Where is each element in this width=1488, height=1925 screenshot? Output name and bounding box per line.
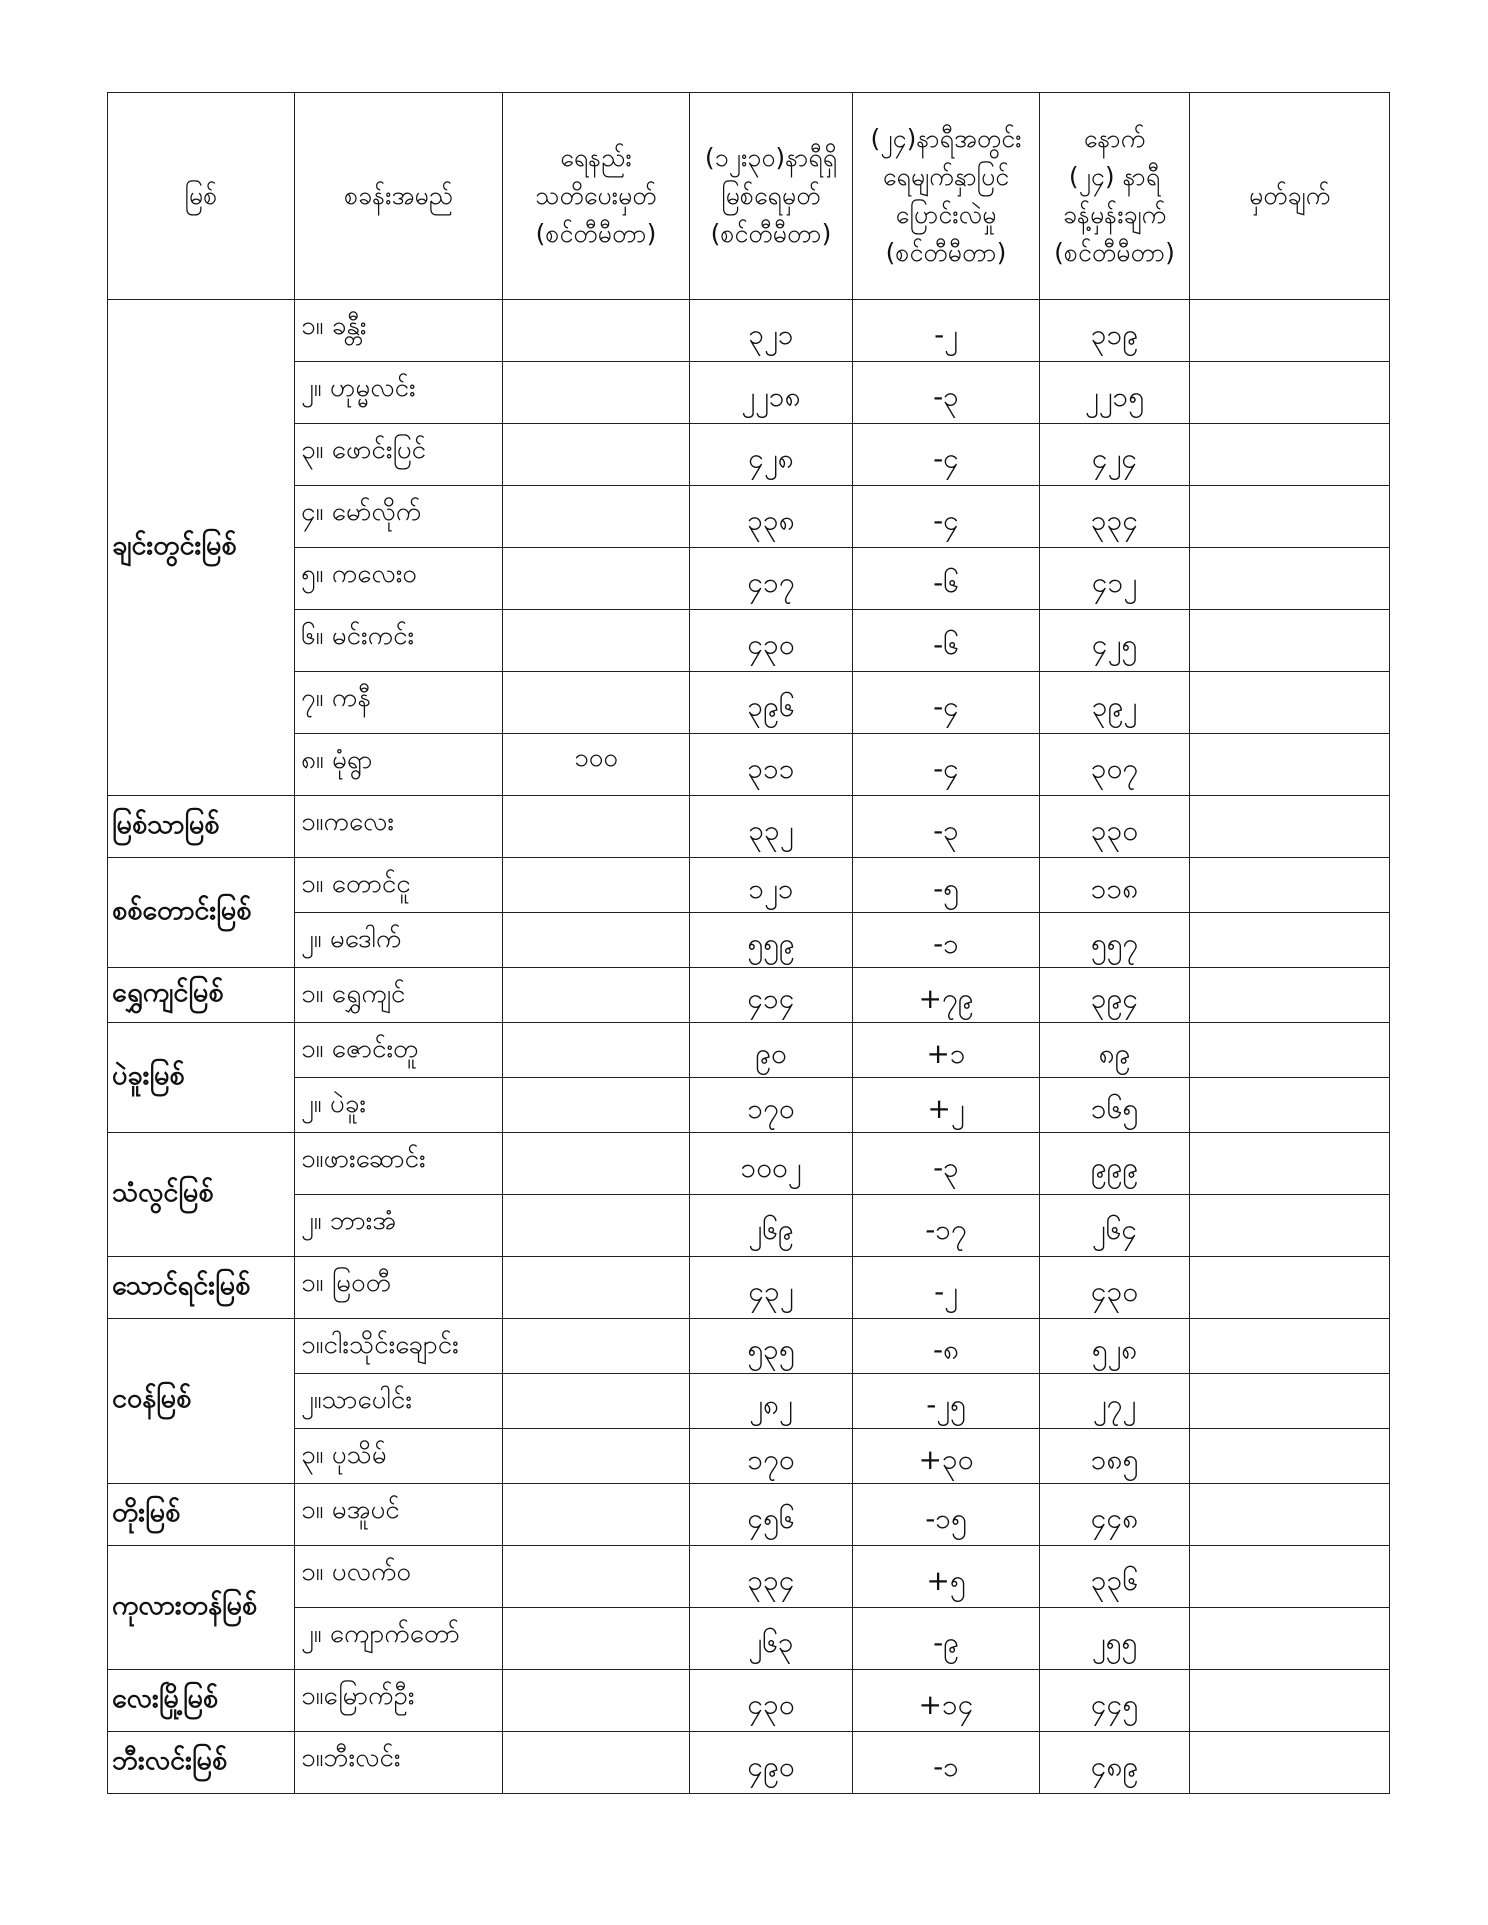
remark [1190, 796, 1390, 858]
water-level: ၄၂၈ [690, 424, 853, 486]
level-change: -၁ [853, 913, 1040, 968]
table-row [108, 913, 1390, 968]
water-level: ၁၀၀၂ [690, 1133, 853, 1195]
table-row [108, 858, 1390, 913]
forecast-level: ၄၂၄ [1040, 424, 1190, 486]
station-name: ၇။ ကနီ [295, 672, 503, 734]
level-change: -၁ [853, 1732, 1040, 1794]
river-level-table [107, 92, 1390, 1794]
table-row [108, 362, 1390, 424]
level-change: -၈ [853, 1319, 1040, 1374]
danger-level [503, 796, 690, 858]
forecast-level: ၄၈၉ [1040, 1732, 1190, 1794]
station-name: ၂။ မဒေါက် [295, 913, 503, 968]
water-level: ၄၁၇ [690, 548, 853, 610]
table-row [108, 1195, 1390, 1257]
forecast-level: ၃၀၇ [1040, 734, 1190, 796]
level-change: -၆ [853, 610, 1040, 672]
table-row [108, 1670, 1390, 1732]
level-change: +၇၉ [853, 968, 1040, 1023]
water-level: ၂၈၂ [690, 1374, 853, 1429]
level-change: -၄ [853, 734, 1040, 796]
forecast-level: ၈၉ [1040, 1023, 1190, 1078]
danger-level [503, 424, 690, 486]
danger-level [503, 548, 690, 610]
river-name: မြစ်သာမြစ် [108, 796, 295, 858]
water-level: ၁၇၀ [690, 1078, 853, 1133]
level-change: -၁၅ [853, 1484, 1040, 1546]
forecast-level: ၅၅၇ [1040, 913, 1190, 968]
level-change: -၃ [853, 796, 1040, 858]
danger-level [503, 300, 690, 362]
danger-level [503, 362, 690, 424]
station-name: ၅။ ကလေးဝ [295, 548, 503, 610]
level-change: -၃ [853, 1133, 1040, 1195]
danger-level [503, 1429, 690, 1484]
forecast-level: ၁၁၈ [1040, 858, 1190, 913]
station-name: ၁။ မအူပင် [295, 1484, 503, 1546]
danger-level [503, 1732, 690, 1794]
forecast-level: ၃၃၀ [1040, 796, 1190, 858]
station-name: ၁။ ခန္တီး [295, 300, 503, 362]
table-row [108, 1078, 1390, 1133]
forecast-level: ၄၄၈ [1040, 1484, 1190, 1546]
danger-level [503, 1374, 690, 1429]
table-row [108, 1319, 1390, 1374]
remark [1190, 1078, 1390, 1133]
table-row [108, 734, 1390, 796]
forecast-level: ၂၆၄ [1040, 1195, 1190, 1257]
remark [1190, 1546, 1390, 1608]
remark [1190, 1319, 1390, 1374]
remark [1190, 1133, 1390, 1195]
level-change: +၅ [853, 1546, 1040, 1608]
level-change: -၉ [853, 1608, 1040, 1670]
table-row [108, 968, 1390, 1023]
station-name: ၈။ မုံရွာ [295, 734, 503, 796]
water-level: ၂၆၃ [690, 1608, 853, 1670]
remark [1190, 968, 1390, 1023]
river-name: တိုးမြစ် [108, 1484, 295, 1546]
table-row [108, 672, 1390, 734]
river-name: လေးမြို့မြစ် [108, 1670, 295, 1732]
water-level: ၅၃၅ [690, 1319, 853, 1374]
water-level: ၃၃၈ [690, 486, 853, 548]
station-name: ၃။ ပုသိမ် [295, 1429, 503, 1484]
danger-level [503, 913, 690, 968]
forecast-level: ၁၈၅ [1040, 1429, 1190, 1484]
forecast-level: ၃၉၄ [1040, 968, 1190, 1023]
remark [1190, 1732, 1390, 1794]
remark [1190, 362, 1390, 424]
header-water-level: (၁၂း၃၀)နာရီရှိ မြစ်ရေမှတ် (စင်တီမီတာ) [690, 93, 853, 300]
river-name: ရွှေကျင်မြစ် [108, 968, 295, 1023]
level-change: -၄ [853, 672, 1040, 734]
station-name: ၁။မြောက်ဦး [295, 1670, 503, 1732]
level-change: -၅ [853, 858, 1040, 913]
forecast-level: ၄၂၅ [1040, 610, 1190, 672]
table-row [108, 610, 1390, 672]
forecast-level: ၃၃၄ [1040, 486, 1190, 548]
water-level: ၃၃၄ [690, 1546, 853, 1608]
forecast-level: ၃၉၂ [1040, 672, 1190, 734]
table-row [108, 796, 1390, 858]
forecast-level: ၁၆၅ [1040, 1078, 1190, 1133]
water-level: ၃၂၁ [690, 300, 853, 362]
station-name: ၂။ ဟုမ္မလင်း [295, 362, 503, 424]
station-name: ၁။ဘီးလင်း [295, 1732, 503, 1794]
header-station: စခန်းအမည် [295, 93, 503, 300]
forecast-level: ၄၄၅ [1040, 1670, 1190, 1732]
table-row [108, 1374, 1390, 1429]
remark [1190, 1195, 1390, 1257]
river-name: ကုလားတန်မြစ် [108, 1546, 295, 1670]
header-danger-level: ရေနည်း သတိပေးမှတ် (စင်တီမီတာ) [503, 93, 690, 300]
danger-level [503, 486, 690, 548]
river-name: သံလွင်မြစ် [108, 1133, 295, 1257]
forecast-level: ၂၅၅ [1040, 1608, 1190, 1670]
station-name: ၃။ ဖောင်းပြင် [295, 424, 503, 486]
water-level: ၃၉၆ [690, 672, 853, 734]
station-name: ၁။ကလေး [295, 796, 503, 858]
forecast-level: ၂၇၂ [1040, 1374, 1190, 1429]
table-row [108, 1484, 1390, 1546]
level-change: +၁ [853, 1023, 1040, 1078]
remark [1190, 486, 1390, 548]
danger-level [503, 858, 690, 913]
table-row [108, 300, 1390, 362]
water-level: ၁၂၁ [690, 858, 853, 913]
water-level: ၁၇၀ [690, 1429, 853, 1484]
station-name: ၁။ငါးသိုင်းချောင်း [295, 1319, 503, 1374]
water-level: ၃၃၂ [690, 796, 853, 858]
river-name: ပဲခူးမြစ် [108, 1023, 295, 1133]
remark [1190, 1257, 1390, 1319]
danger-level [503, 1608, 690, 1670]
station-name: ၄။ မော်လိုက် [295, 486, 503, 548]
danger-level [503, 1670, 690, 1732]
river-name: သောင်ရင်းမြစ် [108, 1257, 295, 1319]
remark [1190, 548, 1390, 610]
station-name: ၂။ ကျောက်တော် [295, 1608, 503, 1670]
table-row [108, 1257, 1390, 1319]
table-row [108, 1133, 1390, 1195]
header-row [108, 93, 1390, 300]
river-name: စစ်တောင်းမြစ် [108, 858, 295, 968]
danger-level [503, 968, 690, 1023]
remark [1190, 672, 1390, 734]
level-change: -၄ [853, 424, 1040, 486]
header-change: (၂၄)နာရီအတွင်း ရေမျက်နှာပြင် ပြောင်းလဲမှု (စင်တီမီတာ) [853, 93, 1040, 300]
station-name: ၁။ဖားဆောင်း [295, 1133, 503, 1195]
remark [1190, 913, 1390, 968]
table-row [108, 1023, 1390, 1078]
water-level: ၄၅၆ [690, 1484, 853, 1546]
table-row [108, 1608, 1390, 1670]
remark [1190, 1484, 1390, 1546]
water-level: ၂၂၁၈ [690, 362, 853, 424]
station-name: ၆။ မင်းကင်း [295, 610, 503, 672]
station-name: ၁။ ပလက်ဝ [295, 1546, 503, 1608]
danger-level [503, 610, 690, 672]
level-change: -၂ [853, 1257, 1040, 1319]
forecast-level: ၃၁၉ [1040, 300, 1190, 362]
forecast-level: ၄၁၂ [1040, 548, 1190, 610]
remark [1190, 300, 1390, 362]
water-level: ၄၃၀ [690, 1670, 853, 1732]
danger-level: ၁၀၀ [503, 734, 690, 796]
danger-level [503, 1195, 690, 1257]
danger-level [503, 1023, 690, 1078]
remark [1190, 424, 1390, 486]
station-name: ၂။သာပေါင်း [295, 1374, 503, 1429]
table-row [108, 424, 1390, 486]
station-name: ၂။ ဘားအံ [295, 1195, 503, 1257]
table-row [108, 486, 1390, 548]
table-row [108, 1429, 1390, 1484]
remark [1190, 1023, 1390, 1078]
water-level: ၉၀ [690, 1023, 853, 1078]
table-row [108, 548, 1390, 610]
danger-level [503, 1319, 690, 1374]
header-river: မြစ် [108, 93, 295, 300]
forecast-level: ၂၂၁၅ [1040, 362, 1190, 424]
danger-level [503, 1546, 690, 1608]
remark [1190, 1374, 1390, 1429]
table-row [108, 1732, 1390, 1794]
remark [1190, 610, 1390, 672]
water-level: ၂၆၉ [690, 1195, 853, 1257]
danger-level [503, 1078, 690, 1133]
water-level: ၄၃၂ [690, 1257, 853, 1319]
remark [1190, 734, 1390, 796]
river-name: ဘီးလင်းမြစ် [108, 1732, 295, 1794]
forecast-level: ၅၂၈ [1040, 1319, 1190, 1374]
river-name: ချင်းတွင်းမြစ် [108, 300, 295, 796]
remark [1190, 1608, 1390, 1670]
water-level: ၄၁၄ [690, 968, 853, 1023]
forecast-level: ၄၃၀ [1040, 1257, 1190, 1319]
level-change: -၁၇ [853, 1195, 1040, 1257]
level-change: -၆ [853, 548, 1040, 610]
level-change: +၂ [853, 1078, 1040, 1133]
water-level: ၄၃၀ [690, 610, 853, 672]
station-name: ၁။ ရွှေကျင် [295, 968, 503, 1023]
station-name: ၁။ မြဝတီ [295, 1257, 503, 1319]
station-name: ၂။ ပဲခူး [295, 1078, 503, 1133]
danger-level [503, 672, 690, 734]
level-change: +၃၀ [853, 1429, 1040, 1484]
station-name: ၁။ တောင်ငူ [295, 858, 503, 913]
water-level: ၅၅၉ [690, 913, 853, 968]
river-name: ငဝန်မြစ် [108, 1319, 295, 1484]
forecast-level: ၃၃၆ [1040, 1546, 1190, 1608]
water-level: ၄၉၀ [690, 1732, 853, 1794]
table-row [108, 1546, 1390, 1608]
remark [1190, 858, 1390, 913]
danger-level [503, 1484, 690, 1546]
level-change: -၂ [853, 300, 1040, 362]
forecast-level: ၉၉၉ [1040, 1133, 1190, 1195]
remark [1190, 1670, 1390, 1732]
level-change: +၁၄ [853, 1670, 1040, 1732]
level-change: -၃ [853, 362, 1040, 424]
danger-level [503, 1133, 690, 1195]
level-change: -၄ [853, 486, 1040, 548]
header-forecast: နောက် (၂၄) နာရီ ခန့်မှန်းချက် (စင်တီမီတာ) [1040, 93, 1190, 300]
station-name: ၁။ ဇောင်းတူ [295, 1023, 503, 1078]
danger-level [503, 1257, 690, 1319]
header-remark: မှတ်ချက် [1190, 93, 1390, 300]
remark [1190, 1429, 1390, 1484]
water-level: ၃၁၁ [690, 734, 853, 796]
level-change: -၂၅ [853, 1374, 1040, 1429]
